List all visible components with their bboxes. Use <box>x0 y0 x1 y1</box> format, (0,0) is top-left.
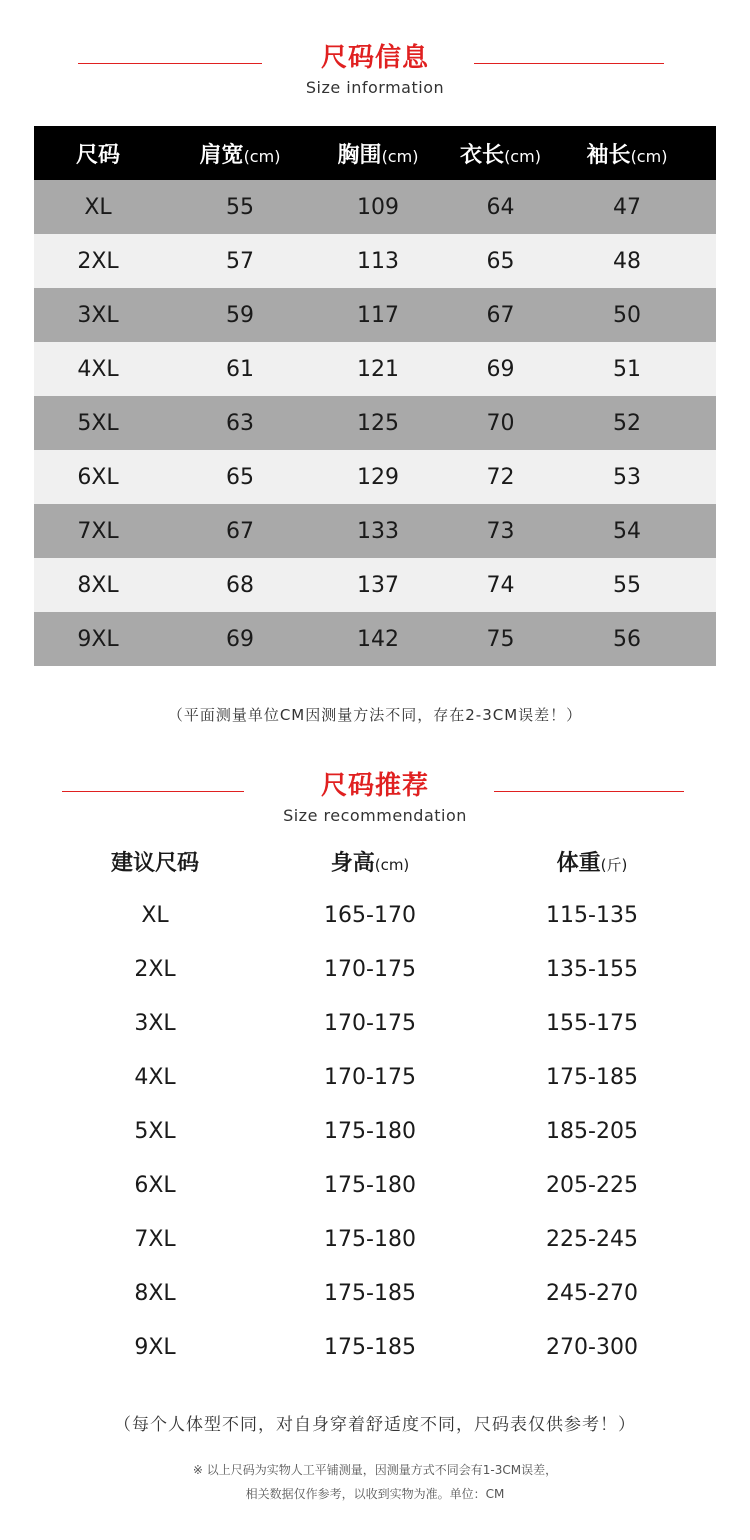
size-label-cell: 7XL <box>77 518 119 544</box>
measurement-cell: 142 <box>357 626 399 652</box>
size-label-cell: 3XL <box>134 1010 176 1036</box>
measurement-cell: 74 <box>486 572 515 598</box>
table-row <box>0 1212 750 1266</box>
measurement-cell: 53 <box>613 464 641 490</box>
size-label-cell: 6XL <box>77 464 119 490</box>
measurement-cell: 51 <box>613 356 641 382</box>
header-cell: 建议尺码 <box>110 850 199 876</box>
header-cell: 尺码 <box>75 142 120 168</box>
range-cell: 175-180 <box>324 1226 416 1252</box>
measurement-cell: 56 <box>613 626 641 652</box>
table-row <box>34 234 716 288</box>
measurement-cell: 61 <box>226 356 254 382</box>
size-label-cell: 2XL <box>134 956 176 982</box>
measurement-cell: 57 <box>226 248 254 274</box>
size-label-cell: 5XL <box>77 410 119 436</box>
table-row <box>0 942 750 996</box>
range-cell: 170-175 <box>324 956 416 982</box>
size-info-table <box>34 126 716 666</box>
table-row <box>0 1320 750 1374</box>
measurement-cell: 68 <box>226 572 254 598</box>
range-cell: 225-245 <box>546 1226 638 1252</box>
range-cell: 115-135 <box>546 902 638 928</box>
table-row <box>0 1050 750 1104</box>
table-header-row <box>0 834 750 888</box>
size-label-cell: 8XL <box>77 572 119 598</box>
measurement-cell: 55 <box>613 572 641 598</box>
range-cell: 170-175 <box>324 1010 416 1036</box>
measurement-cell: 133 <box>357 518 399 544</box>
size-rec-subtitle: Size recommendation <box>283 806 467 825</box>
measurement-cell: 75 <box>486 626 515 652</box>
table-row <box>0 996 750 1050</box>
measurement-cell: 137 <box>357 572 399 598</box>
range-cell: 175-185 <box>324 1334 416 1360</box>
size-label-cell: 9XL <box>77 626 119 652</box>
measurement-cell: 113 <box>357 248 399 274</box>
size-rec-heading <box>0 770 750 826</box>
measurement-cell: 47 <box>613 194 641 220</box>
measurement-cell: 121 <box>357 356 399 382</box>
table-row <box>0 1266 750 1320</box>
footer-line-2: 相关数据仅作参考，以收到实物为准。单位：CM <box>245 1487 505 1501</box>
size-label-cell: 6XL <box>134 1172 176 1198</box>
table-row <box>0 1158 750 1212</box>
range-cell: 170-175 <box>324 1064 416 1090</box>
range-cell: 175-180 <box>324 1118 416 1144</box>
measurement-cell: 52 <box>613 410 641 436</box>
range-cell: 135-155 <box>546 956 638 982</box>
measurement-cell: 129 <box>357 464 399 490</box>
range-cell: 175-185 <box>546 1064 638 1090</box>
measurement-cell: 64 <box>486 194 515 220</box>
measurement-cell: 73 <box>486 518 515 544</box>
size-label-cell: 9XL <box>134 1334 176 1360</box>
header-cell: 衣长(cm) <box>460 142 541 168</box>
header-cell: 身高(cm) <box>330 850 410 876</box>
size-label-cell: 8XL <box>134 1280 176 1306</box>
measurement-cell: 50 <box>613 302 641 328</box>
table-row <box>34 504 716 558</box>
table-row <box>34 612 716 666</box>
measurement-cell: 117 <box>357 302 399 328</box>
table-row <box>34 342 716 396</box>
range-cell: 185-205 <box>546 1118 638 1144</box>
range-cell: 165-170 <box>324 902 416 928</box>
measurement-cell: 69 <box>486 356 515 382</box>
header-cell: 胸围(cm) <box>337 142 419 168</box>
measurement-cell: 69 <box>226 626 254 652</box>
header-cell: 袖长(cm) <box>586 142 668 168</box>
measurement-cell: 72 <box>486 464 515 490</box>
header-cell: 体重(斤) <box>556 850 628 876</box>
size-label-cell: 3XL <box>77 302 119 328</box>
size-label-cell: XL <box>84 194 112 220</box>
measurement-cell: 48 <box>613 248 641 274</box>
measurement-cell: 65 <box>486 248 515 274</box>
measurement-cell: 63 <box>226 410 254 436</box>
table-row <box>34 288 716 342</box>
table-row <box>0 888 750 942</box>
range-cell: 175-185 <box>324 1280 416 1306</box>
range-cell: 205-225 <box>546 1172 638 1198</box>
header-cell: 肩宽(cm) <box>199 142 281 168</box>
measurement-cell: 65 <box>226 464 254 490</box>
size-label-cell: XL <box>141 902 169 928</box>
range-cell: 155-175 <box>546 1010 638 1036</box>
size-label-cell: 2XL <box>77 248 119 274</box>
table-row <box>34 450 716 504</box>
size-info-title: 尺码信息 <box>320 43 429 73</box>
measurement-cell: 109 <box>357 194 399 220</box>
footer-line-1: ※ 以上尺码为实物人工平铺测量，因测量方式不同会有1-3CM误差， <box>192 1463 558 1477</box>
size-label-cell: 5XL <box>134 1118 176 1144</box>
size-label-cell: 4XL <box>77 356 119 382</box>
size-info-subtitle: Size information <box>305 78 445 97</box>
range-cell: 175-180 <box>324 1172 416 1198</box>
measurement-cell: 67 <box>226 518 254 544</box>
measurement-cell: 70 <box>486 410 515 436</box>
size-rec-title: 尺码推荐 <box>320 771 429 801</box>
measurement-cell: 59 <box>226 302 254 328</box>
measurement-note: （平面测量单位CM因测量方法不同，存在2-3CM误差！） <box>167 706 583 724</box>
table-row <box>34 558 716 612</box>
table-row <box>0 1104 750 1158</box>
measurement-cell: 125 <box>357 410 399 436</box>
measurement-cell: 54 <box>613 518 641 544</box>
table-header-row <box>34 126 716 180</box>
size-label-cell: 4XL <box>134 1064 176 1090</box>
range-cell: 270-300 <box>546 1334 638 1360</box>
size-rec-table <box>0 834 750 1374</box>
size-info-heading <box>0 42 750 98</box>
range-cell: 245-270 <box>546 1280 638 1306</box>
table-row <box>34 396 716 450</box>
measurement-cell: 55 <box>226 194 254 220</box>
size-label-cell: 7XL <box>134 1226 176 1252</box>
table-row <box>34 180 716 234</box>
measurement-cell: 67 <box>486 302 515 328</box>
fit-note: （每个人体型不同，对自身穿着舒适度不同，尺码表仅供参考！） <box>114 1415 636 1435</box>
